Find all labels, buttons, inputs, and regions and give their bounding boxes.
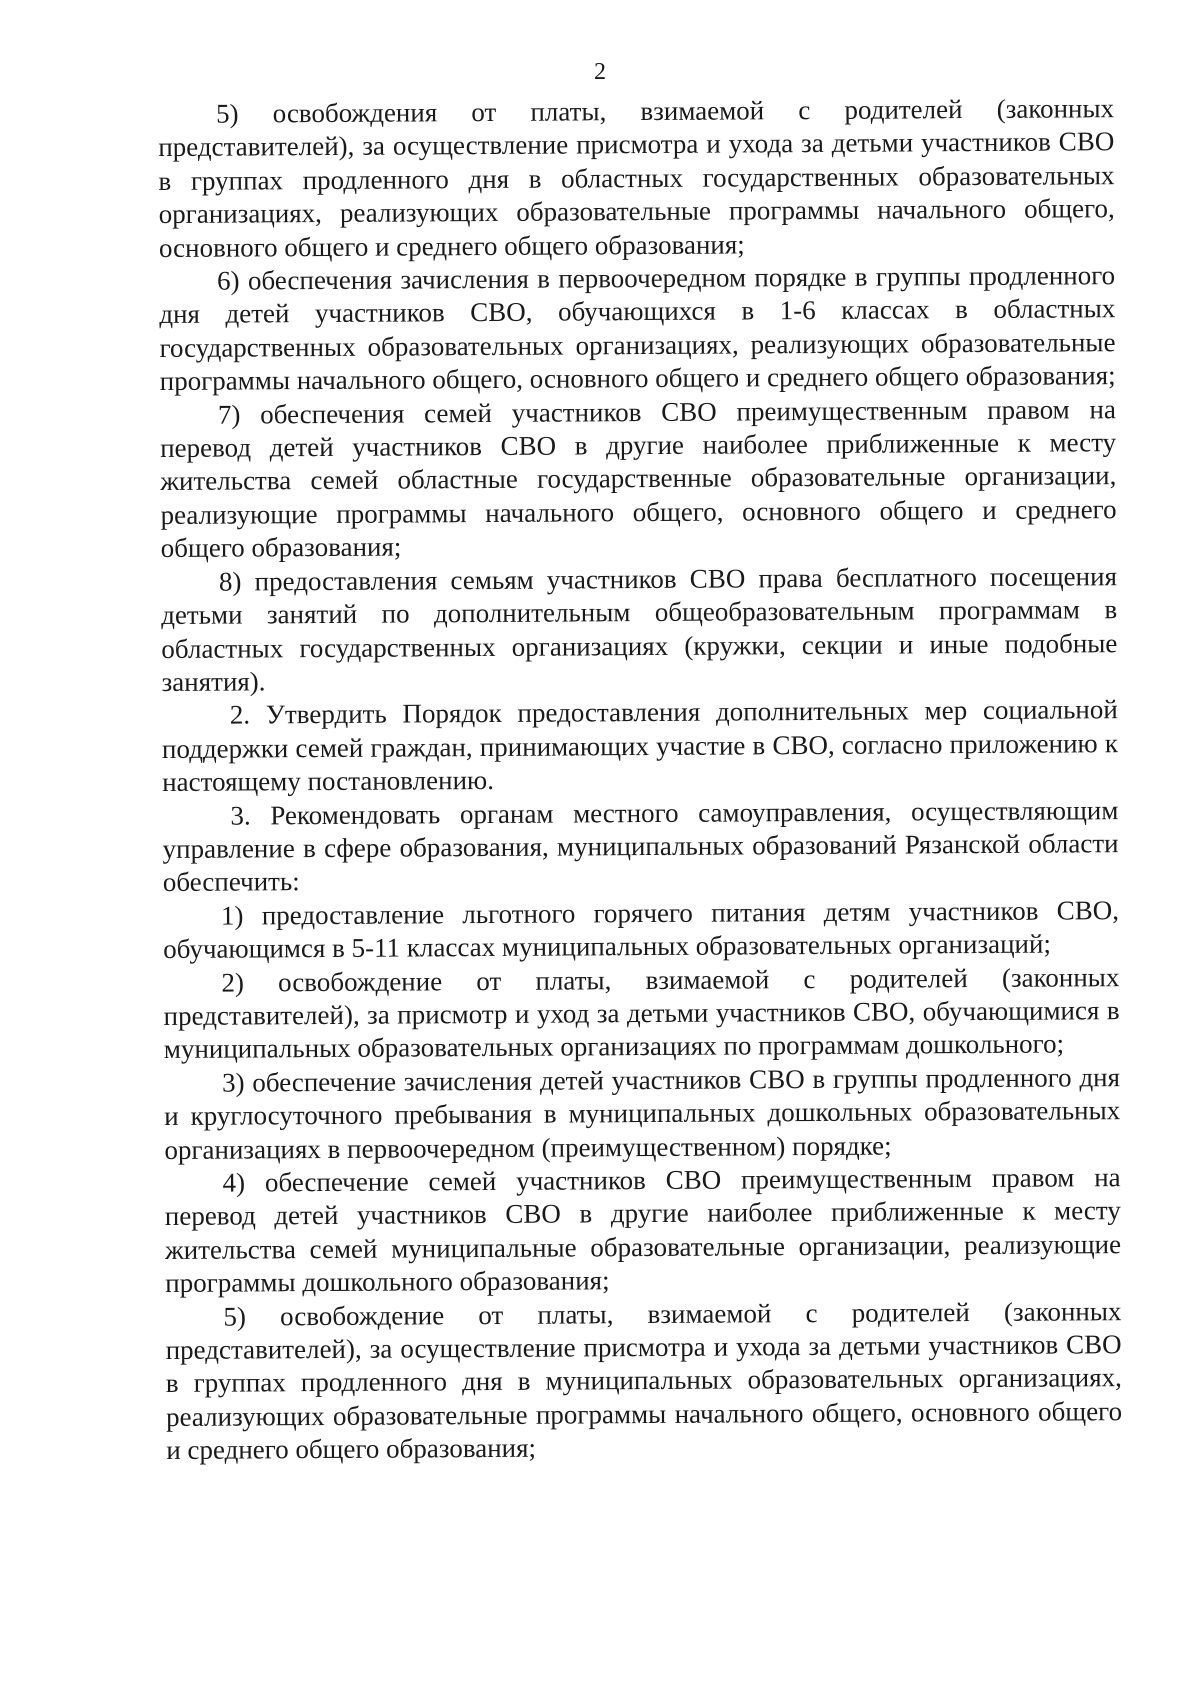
paragraph-clause-3-recommend-municipalities: 3. Рекомендовать органам местного самоуправления, осуществляющим управление в сфере образования, муниципальных образований Рязанской области обеспечить: [162, 794, 1119, 898]
paragraph-item-2-free-preschool-care: 2) освобождение от платы, взимаемой с родителей (законных представителей), за присмотр и уход за детьми участников СВО, обучающимися в муниципальных образовательных организациях по программам дошкольного; [163, 961, 1120, 1065]
paragraph-item-3-priority-enrollment-municipal: 3) обеспечение зачисления детей участников СВО в группы продленного дня и круглосуточного пребывания в муниципальных дошкольных образовательных организациях в первоочередном (преимущественном) порядке; [164, 1061, 1121, 1165]
paragraph-item-5-free-extended-day-regional: 5) освобождения от платы, взимаемой с родителей (законных представителей), за осуществление присмотра и ухода за детьми участников СВО в группах продленного дня в областных государственных образовательных организациях, реализующих образовательные программы начального общего, основного общего и среднего общего образования; [158, 93, 1115, 263]
paragraph-item-7-transfer-right-regional: 7) обеспечения семей участников СВО преимущественным правом на перевод детей участников СВО в другие наиболее приближенные к месту жительства семей областные государственные образовательные организации, реализующие программы начального общего, основного общего и среднего общего образования; [160, 393, 1117, 564]
paragraph-item-6-priority-enrollment-regional: 6) обеспечения зачисления в первоочередном порядке в группы продленного дня детей участников СВО, обучающихся в 1-6 классах в областных государственных образовательных организациях, реализующих образовательные программы начального общего, основного общего и среднего общего образования; [159, 260, 1116, 397]
paragraph-clause-2-approve-procedure: 2. Утвердить Порядок предоставления дополнительных мер социальной поддержки семей граждан, принимающих участие в СВО, согласно приложению к настоящему постановлению. [161, 694, 1119, 798]
page-number: 2 [594, 59, 606, 85]
paragraph-item-4-transfer-right-municipal: 4) обеспечение семей участников СВО преимущественным правом на перевод детей участников СВО в другие наиболее приближенные к месту жительства семей муниципальные образовательные организации, реализующие программы дошкольного образования; [164, 1162, 1122, 1299]
paragraph-item-8-free-clubs: 8) предоставления семьям участников СВО права бесплатного посещения детьми занятий по дополнительным общеобразовательным программам в областных государственных организациях (кружки, секции и иные подобные занятия). [161, 560, 1118, 697]
paragraph-item-1-hot-meals: 1) предоставление льготного горячего питания детям участников СВО, обучающимся в 5-11 классах муниципальных образовательных организаций; [163, 894, 1120, 965]
paragraph-item-5-free-extended-day-municipal: 5) освобождение от платы, взимаемой с родителей (законных представителей), за осуществление присмотра и ухода за детьми участников СВО в группах продленного дня в муниципальных образовательных организациях, реализующих образовательные программы начального общего, основного общего и среднего общего образования; [165, 1295, 1123, 1466]
document-body [158, 92, 1122, 1467]
